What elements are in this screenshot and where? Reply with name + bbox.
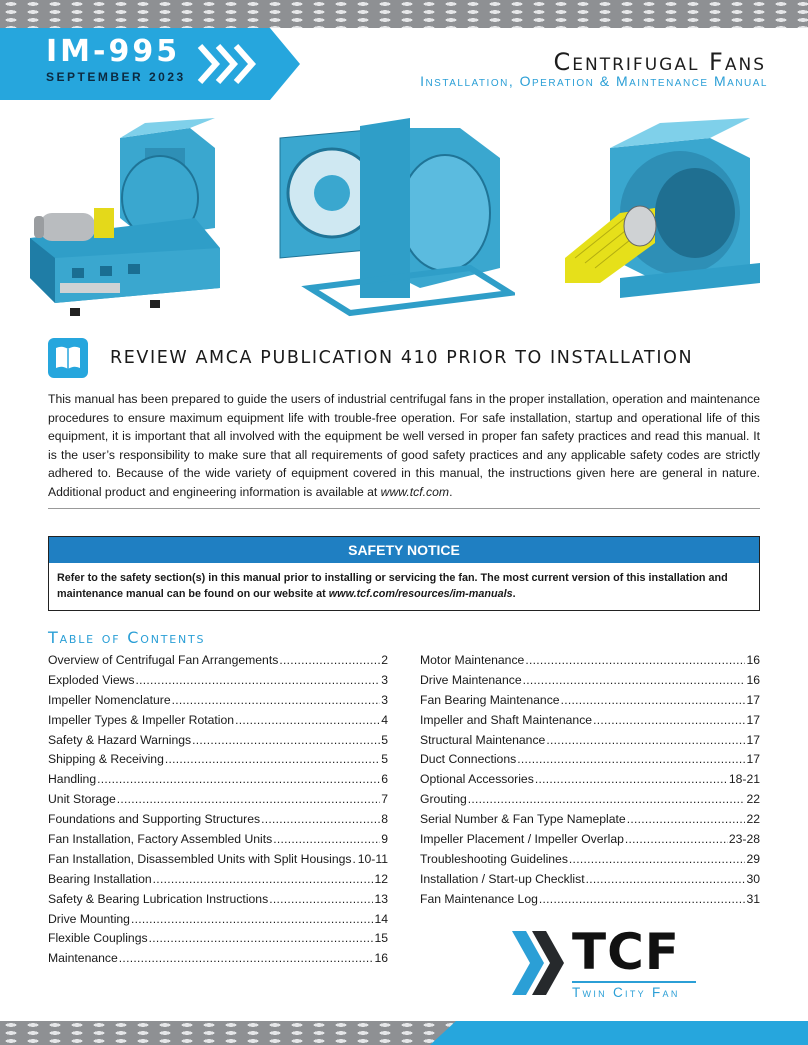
toc-entry-label: Drive Maintenance (420, 672, 522, 687)
product-photos (20, 118, 790, 318)
toc-entry-page: 23-28 (728, 832, 760, 847)
header (0, 28, 808, 100)
toc-entry-page: 17 (746, 752, 760, 767)
toc-entry[interactable] (420, 733, 760, 753)
toc-leader-dots (561, 693, 746, 707)
toc-entry[interactable] (48, 832, 388, 852)
toc-leader-dots (279, 653, 380, 667)
intro-paragraph (48, 390, 760, 501)
toc-leader-dots (136, 673, 381, 687)
toc-leader-dots (153, 872, 374, 886)
toc-entry-label: Foundations and Supporting Structures (48, 812, 261, 827)
toc-leader-dots (525, 653, 745, 667)
toc-leader-dots (586, 872, 746, 886)
toc-entry[interactable] (48, 951, 388, 971)
fan-photo-arrangement (20, 118, 235, 318)
review-notice (48, 338, 760, 378)
toc-leader-dots (535, 772, 728, 786)
toc-entry[interactable] (48, 892, 388, 912)
toc-leader-dots (235, 713, 380, 727)
fan-photo-inlet-box (270, 118, 515, 318)
document-date: SEPTEMBER 2023 (46, 70, 186, 84)
toc-entry[interactable] (420, 812, 760, 832)
toc-entry-page: 3 (381, 692, 388, 707)
toc-entry-label: Fan Installation, Disassembled Units with Split Housings (48, 851, 352, 866)
safety-notice-body (49, 563, 759, 610)
toc-entry[interactable] (48, 653, 388, 673)
toc-entry[interactable] (48, 673, 388, 693)
toc-entry[interactable] (420, 872, 760, 892)
toc-entry-label: Exploded Views (48, 672, 135, 687)
toc-entry-label: Grouting (420, 792, 467, 807)
safety-notice-text: Refer to the safety section(s) in this manual prior to installing or servicing the fan. The most current version of this installation and maintenance manual can be found on our website at (57, 572, 728, 600)
toc-entry[interactable] (420, 792, 760, 812)
logo-wordmark: TCF (572, 923, 680, 981)
toc-entry-label: Installation / Start-up Checklist (420, 871, 585, 886)
logo-rule (572, 981, 696, 983)
toc-leader-dots (131, 912, 373, 926)
chevrons-icon (196, 42, 276, 86)
toc-entry-page: 22 (746, 792, 760, 807)
toc-entry-page: 29 (746, 851, 760, 866)
manual-title: Centrifugal Fans (553, 48, 766, 76)
toc-leader-dots (269, 892, 373, 906)
toc-entry-page: 8 (381, 812, 388, 827)
toc-entry[interactable] (48, 752, 388, 772)
toc-entry-page: 3 (381, 672, 388, 687)
toc-entry-page: 17 (746, 712, 760, 727)
toc-entry-label: Unit Storage (48, 792, 116, 807)
toc-entry-label: Impeller Placement / Impeller Overlap (420, 832, 624, 847)
website-link[interactable]: www.tcf.com (380, 484, 450, 499)
safety-notice (48, 536, 760, 611)
toc-entry[interactable] (420, 653, 760, 673)
toc-entry-label: Drive Mounting (48, 911, 130, 926)
toc-entry-page: 5 (381, 732, 388, 747)
toc-entry-page: 12 (374, 871, 388, 886)
toc-entry-page: 18-21 (728, 772, 760, 787)
toc-leader-dots (117, 792, 380, 806)
toc-leader-dots (517, 752, 745, 766)
toc-entry[interactable] (420, 832, 760, 852)
toc-leader-dots (352, 852, 356, 866)
toc-right-column (420, 653, 760, 912)
toc-entry-label: Safety & Hazard Warnings (48, 732, 192, 747)
toc-entry[interactable] (48, 931, 388, 951)
toc-entry[interactable] (48, 713, 388, 733)
toc-entry-label: Impeller and Shaft Maintenance (420, 712, 593, 727)
toc-entry[interactable] (48, 872, 388, 892)
toc-entry[interactable] (420, 892, 760, 912)
logo-company-name: Twin City Fan (572, 985, 680, 1000)
toc-entry[interactable] (48, 772, 388, 792)
toc-entry-page: 5 (381, 752, 388, 767)
toc-entry-page: 16 (746, 653, 760, 667)
toc-entry[interactable] (420, 673, 760, 693)
toc-entry-label: Fan Maintenance Log (420, 891, 538, 906)
toc-entry[interactable] (420, 752, 760, 772)
toc-entry[interactable] (420, 713, 760, 733)
toc-entry-label: Safety & Bearing Lubrication Instructions (48, 891, 269, 906)
toc-leader-dots (539, 892, 746, 906)
toc-entry-label: Handling (48, 772, 97, 787)
divider (48, 508, 760, 509)
toc-entry-label: Overview of Centrifugal Fan Arrangements (48, 653, 279, 667)
toc-entry-label: Maintenance (48, 951, 118, 966)
toc-entry-page: 7 (381, 792, 388, 807)
top-perforated-band (0, 0, 808, 28)
bottom-accent-band (430, 1021, 808, 1045)
toc-entry[interactable] (48, 852, 388, 872)
toc-leader-dots (261, 812, 380, 826)
toc-entry-page: 17 (746, 732, 760, 747)
toc-leader-dots (625, 832, 728, 846)
safety-notice-end: . (512, 588, 516, 600)
toc-leader-dots (149, 931, 374, 945)
toc-entry[interactable] (48, 733, 388, 753)
toc-entry-page: 15 (374, 931, 388, 946)
toc-entry-label: Troubleshooting Guidelines (420, 851, 568, 866)
intro-end: . (449, 484, 453, 499)
toc-entry-page: 16 (746, 672, 760, 687)
tcf-logo (510, 925, 710, 1005)
toc-leader-dots (119, 951, 374, 965)
toc-entry-label: Bearing Installation (48, 871, 152, 886)
toc-leader-dots (273, 832, 380, 846)
toc-leader-dots (172, 693, 381, 707)
intro-text: This manual has been prepared to guide the users of industrial centrifugal fans in the proper installation, operation and maintenance procedures to ensure maximum equipment life with trouble-free operation. For safe installation, startup and operational life of this equipment, it is important that all involved with the equipment be well versed in proper fan safety practices and read this manual. It is the user’s responsibility to make sure that all requirements of good safety practices and any applicable safety codes are strictly adhered to. Because of the wide variety of equipment covered in this manual, the instructions given here are general in nature. Additional product and engineering information is available at (48, 392, 760, 499)
toc-title: Table of Contents (48, 628, 206, 647)
toc-entry-page: 17 (746, 692, 760, 707)
toc-entry[interactable] (420, 693, 760, 713)
toc-entry-page: 14 (374, 911, 388, 926)
toc-entry-label: Structural Maintenance (420, 732, 546, 747)
toc-entry-page: 10-11 (357, 851, 388, 866)
toc-leader-dots (165, 752, 380, 766)
toc-entry[interactable] (420, 852, 760, 872)
toc-entry-label: Impeller Nomenclature (48, 692, 171, 707)
toc-leader-dots (468, 792, 746, 806)
logo-chevron-icon (510, 927, 568, 999)
toc-entry-label: Motor Maintenance (420, 653, 525, 667)
toc-entry-label: Serial Number & Fan Type Nameplate (420, 812, 626, 827)
toc-leader-dots (546, 733, 745, 747)
toc-entry-page: 16 (374, 951, 388, 966)
toc-entry-page: 31 (746, 891, 760, 906)
review-text: REVIEW AMCA PUBLICATION 410 PRIOR TO INSTALLATION (110, 348, 694, 368)
toc-entry[interactable] (420, 772, 760, 792)
toc-entry-label: Shipping & Receiving (48, 752, 164, 767)
toc-entry-label: Fan Installation, Factory Assembled Units (48, 832, 273, 847)
toc-entry[interactable] (48, 812, 388, 832)
toc-entry-page: 2 (381, 653, 388, 667)
toc-entry-page: 30 (746, 871, 760, 886)
toc-leader-dots (97, 772, 380, 786)
toc-entry-label: Optional Accessories (420, 772, 534, 787)
toc-entry-page: 22 (746, 812, 760, 827)
toc-entry[interactable] (48, 693, 388, 713)
toc-entry-page: 13 (374, 891, 388, 906)
toc-leader-dots (569, 852, 746, 866)
toc-leader-dots (627, 812, 746, 826)
toc-leader-dots (523, 673, 746, 687)
toc-entry[interactable] (48, 912, 388, 932)
toc-entry-page: 6 (381, 772, 388, 787)
toc-leader-dots (593, 713, 745, 727)
manual-subtitle: Installation, Operation & Maintenance Manual (420, 73, 768, 89)
toc-entry-label: Fan Bearing Maintenance (420, 692, 560, 707)
toc-entry-label: Impeller Types & Impeller Rotation (48, 712, 235, 727)
toc-entry[interactable] (48, 792, 388, 812)
im-manuals-link[interactable]: www.tcf.com/resources/im-manuals (328, 588, 513, 600)
safety-notice-heading: SAFETY NOTICE (49, 537, 759, 563)
toc-left-column (48, 653, 388, 971)
book-icon (48, 338, 88, 378)
toc-leader-dots (192, 733, 380, 747)
toc-entry-page: 9 (381, 832, 388, 847)
document-id: IM-995 (46, 34, 181, 69)
fan-photo-belt-guard (560, 118, 775, 318)
toc-entry-label: Duct Connections (420, 752, 517, 767)
toc-entry-label: Flexible Couplings (48, 931, 148, 946)
toc-entry-page: 4 (381, 712, 388, 727)
